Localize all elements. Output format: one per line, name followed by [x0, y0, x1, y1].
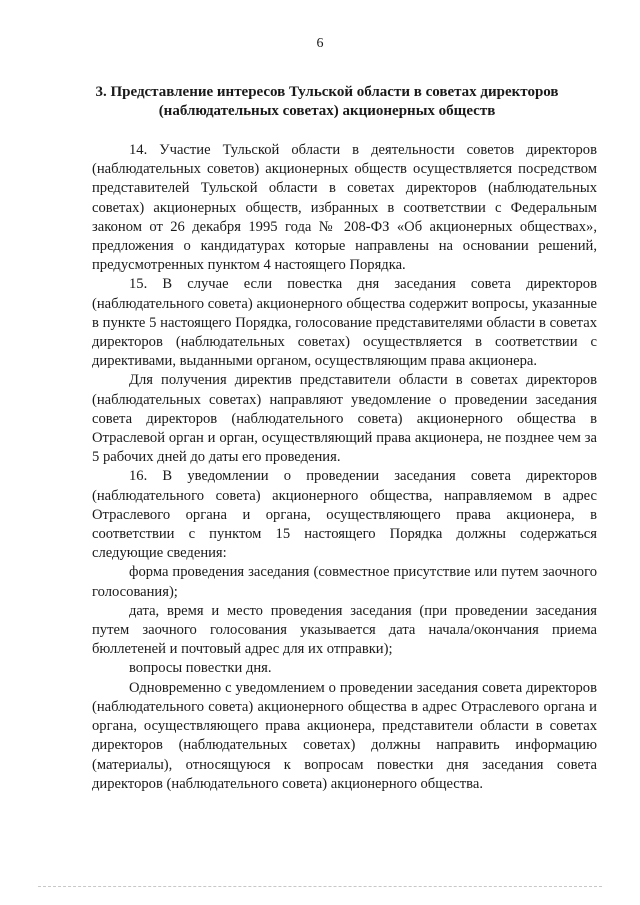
document-body	[92, 141, 597, 794]
section-title	[92, 83, 562, 121]
paragraph-meeting-form: форма проведения заседания (совместное присутствие или путем заочного голосования);	[92, 564, 597, 600]
paragraph-meeting-date: дата, время и место проведения заседания (при проведении заседания путем заочного голосования указывается дата начала/окончания приема бюллетеней и почтовый адрес для их отправки);	[92, 602, 597, 658]
scan-footer-artifact	[38, 886, 602, 889]
page-number: 6	[316, 36, 324, 51]
section-title-line-1: 3. Представление интересов Тульской области в советах директоров	[95, 84, 559, 100]
paragraph-14: 14. Участие Тульской области в деятельности советов директоров (наблюдательных советов) акционерных обществ осуществляется посредством представителей Тульской области в советах директоров (наблюдательных советах) акционерных обществ, избранных в соответствии с Федеральным законом от 26 декабря 1995 года № 208-ФЗ «Об акционерных обществах», предложения о кандидатурах которые направлены на основании решений, предусмотренных пунктом 4 настоящего Порядка.	[92, 142, 597, 274]
paragraph-15: 15. В случае если повестка дня заседания совета директоров (наблюдательного совета) акционерного общества содержит вопросы, указанные в пункте 5 настоящего Порядка, голосование представителями области в советах директоров (наблюдательных советах) осуществляется в соответствии с директивами, выданными органом, осуществляющим права акционера.	[92, 276, 597, 370]
paragraph-directives: Для получения директив представители области в советах директоров (наблюдательных советах) направляют уведомление о проведении заседания совета директоров (наблюдательного совета) акционерного общества в Отраслевой орган и орган, осуществляющий права акционера, не позднее чем за 5 рабочих дней до даты его проведения.	[92, 372, 597, 466]
paragraph-agenda: вопросы повестки дня.	[129, 660, 272, 677]
section-title-line-2: (наблюдательных советах) акционерных обществ	[158, 103, 496, 119]
paragraph-16: 16. В уведомлении о проведении заседания совета директоров (наблюдательного совета) акционерного общества, направляемом в адрес Отраслевого органа и органа, осуществляющего права акционера, в соответствии с пунктом 15 настоящего Порядка должны содержаться следующие сведения:	[92, 468, 597, 562]
paragraph-materials: Одновременно с уведомлением о проведении заседания совета директоров (наблюдательного совета) акционерного общества в адрес Отраслевого органа и органа, осуществляющего права акционера, представители области в советах директоров (наблюдательных советах) должны направить информацию (материалы), относящуюся к вопросам повестки дня заседания совета директоров (наблюдательного совета) акционерного общества.	[92, 679, 597, 792]
